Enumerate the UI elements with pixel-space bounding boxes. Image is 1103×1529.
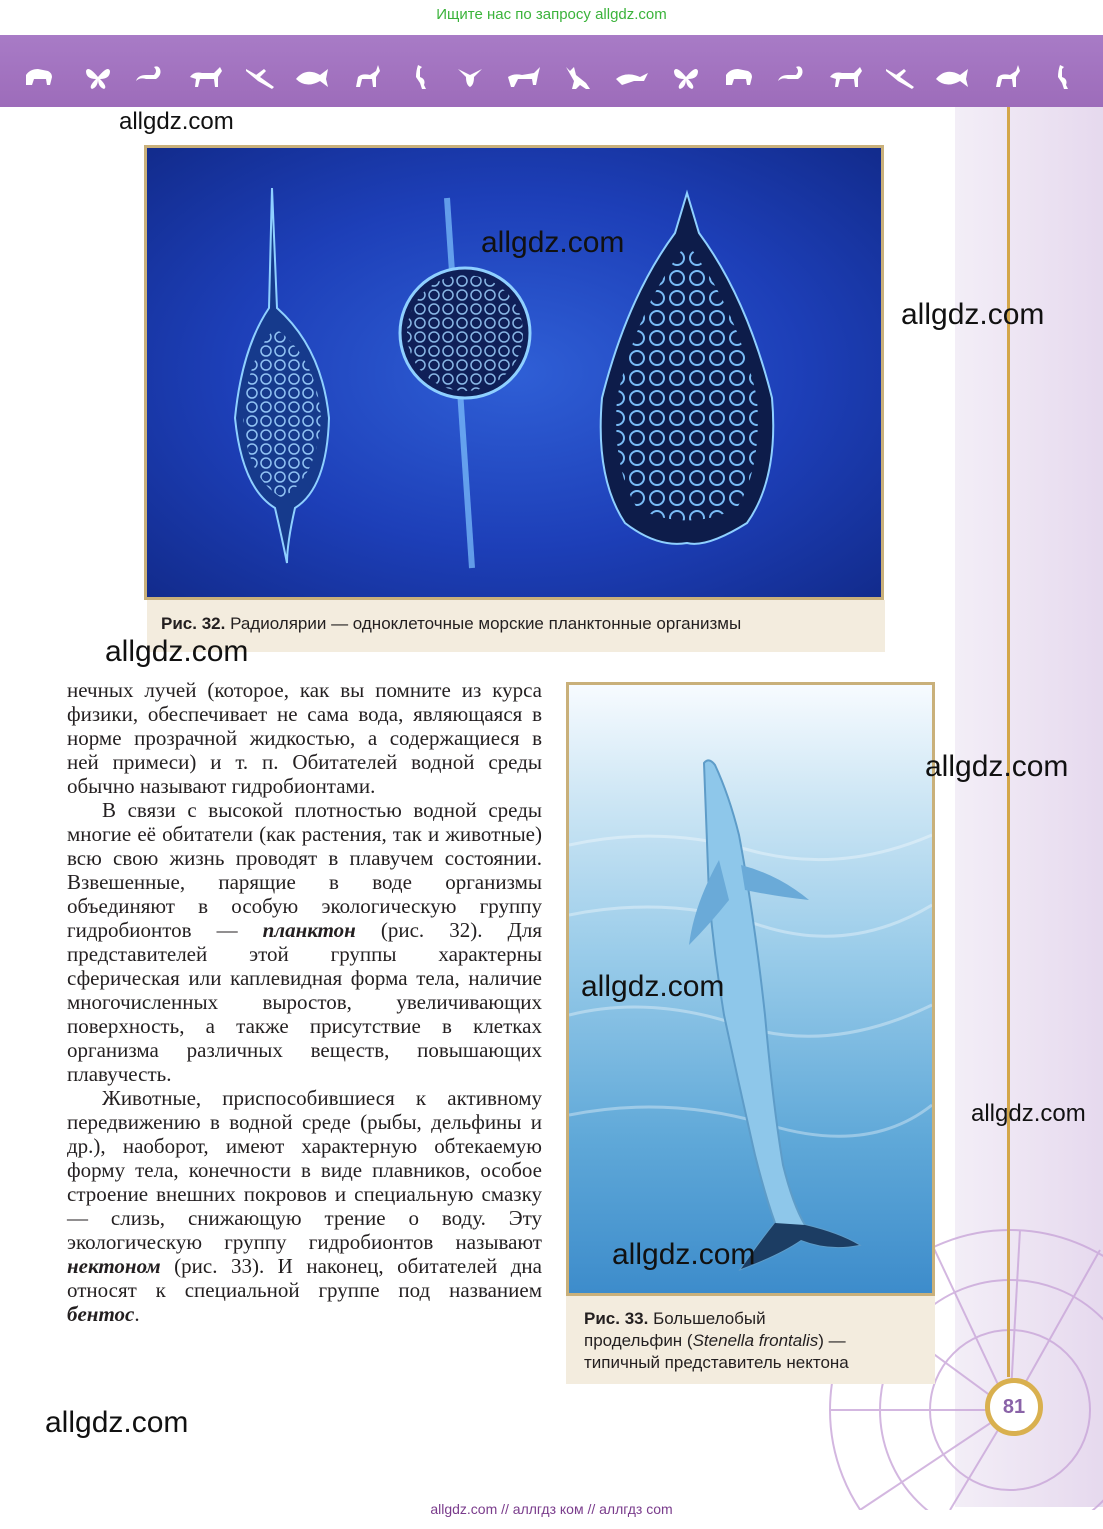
- bird-icon: [886, 69, 914, 89]
- deer-icon: [356, 65, 380, 87]
- watermark: allgdz.com: [925, 750, 1069, 783]
- watermark: allgdz.com: [581, 970, 725, 1003]
- watermark: allgdz.com: [971, 1100, 1086, 1127]
- body-paragraph: [67, 798, 542, 1086]
- figure-33-label: Рис. 33.: [584, 1309, 649, 1328]
- term-emphasis: нектоном: [67, 1254, 161, 1278]
- body-text-run: .: [134, 1302, 140, 1326]
- bison-icon: [26, 69, 52, 85]
- scorpion-icon: [778, 66, 803, 81]
- watermark: allgdz.com: [481, 226, 625, 259]
- body-text-run: В связи с высокой плотностью водной среды многие её обитатели (как растения, так и животные) всю свою жизнь проводят в плавучем состоянии. Взвешенные, парящие в воде организмы объединяют в особую экологическую группу гидробионтов —: [67, 798, 542, 942]
- figure-33-caption: [566, 1296, 935, 1384]
- bee-icon: [458, 69, 482, 87]
- figure-32-label: Рис. 32.: [161, 614, 226, 633]
- term-emphasis: бентос: [67, 1302, 135, 1326]
- horse-icon: [190, 67, 222, 87]
- cat-icon: [566, 67, 590, 89]
- body-paragraph: [67, 678, 542, 798]
- top-search-link[interactable]: Ищите нас по запросу allgdz.com: [436, 6, 667, 23]
- watermark: allgdz.com: [901, 298, 1045, 331]
- radiolaria-illustration: [147, 148, 881, 597]
- horse-icon: [830, 67, 862, 87]
- main-text-column: [67, 678, 542, 1326]
- body-text-run: нечных лучей (которое, как вы помните из курса физики, обеспечивает не сама вода, являющаяся в норме прозрачной жидкостью, а содержащиеся в ней примеси) и т. п. Обитателей водной среды обычно называют гидробионтами.: [67, 678, 542, 798]
- figure-33-caption-line2-start: продельфин (: [584, 1331, 693, 1350]
- watermark: allgdz.com: [45, 1406, 189, 1439]
- heron-icon: [416, 65, 426, 89]
- animal-banner: [0, 35, 1103, 107]
- fish-icon: [296, 69, 328, 87]
- figure-32-caption: [147, 600, 885, 652]
- page-number: 81: [985, 1378, 1043, 1436]
- species-latin-name: Stenella frontalis: [692, 1331, 819, 1350]
- body-text-run: Животные, приспособившиеся к активному передвижению в водной среде (рыбы, дельфины и др.), наоборот, имеют характерную обтекаемую форму тела, конечности в виде плавников, особое строение внешних покровов и специальную смазку — слизь, снижающую трение о воду. Эту экологическую группу гидробионтов называют: [67, 1086, 542, 1254]
- figure-33-caption-line2-end: ) —: [818, 1331, 846, 1350]
- body-paragraph: [67, 1086, 542, 1326]
- bottom-links[interactable]: allgdz.com // аллгдз ком // аллгдз com: [430, 1501, 673, 1517]
- bison-icon: [726, 69, 752, 85]
- figure-32-caption-text: Радиолярии — одноклеточные морские планктонные организмы: [230, 614, 742, 633]
- body-text-run: (рис. 33). И наконец, обитателей дна относят к специальной группе под названием: [67, 1254, 542, 1302]
- butterfly-icon: [86, 69, 110, 89]
- figure-33-caption-line3: типичный представитель нектона: [584, 1353, 849, 1372]
- animal-silhouettes: [22, 63, 1082, 91]
- term-emphasis: планктон: [262, 918, 356, 942]
- body-text-run: (рис. 32). Для представителей этой группы характерны сферическая или каплевидная форма тела, наличие многочисленных выростов, увеличивающих поверхность, а также присутствие в клетках организма различных веществ, повышающих плавучесть.: [67, 918, 542, 1086]
- figure-32-radiolaria-photo: [144, 145, 884, 600]
- heron-icon: [1058, 65, 1068, 89]
- deer-icon: [996, 65, 1020, 87]
- butterfly-icon: [674, 69, 698, 89]
- bird-icon: [616, 73, 648, 85]
- antelope-icon: [508, 67, 540, 87]
- figure-33-caption-line1: Большелобый: [653, 1309, 766, 1328]
- watermark: allgdz.com: [612, 1238, 756, 1271]
- watermark: allgdz.com: [105, 635, 249, 668]
- fish-icon: [936, 69, 968, 87]
- scorpion-icon: [136, 66, 161, 87]
- watermark: allgdz.com: [119, 108, 234, 135]
- bird-icon: [246, 69, 274, 89]
